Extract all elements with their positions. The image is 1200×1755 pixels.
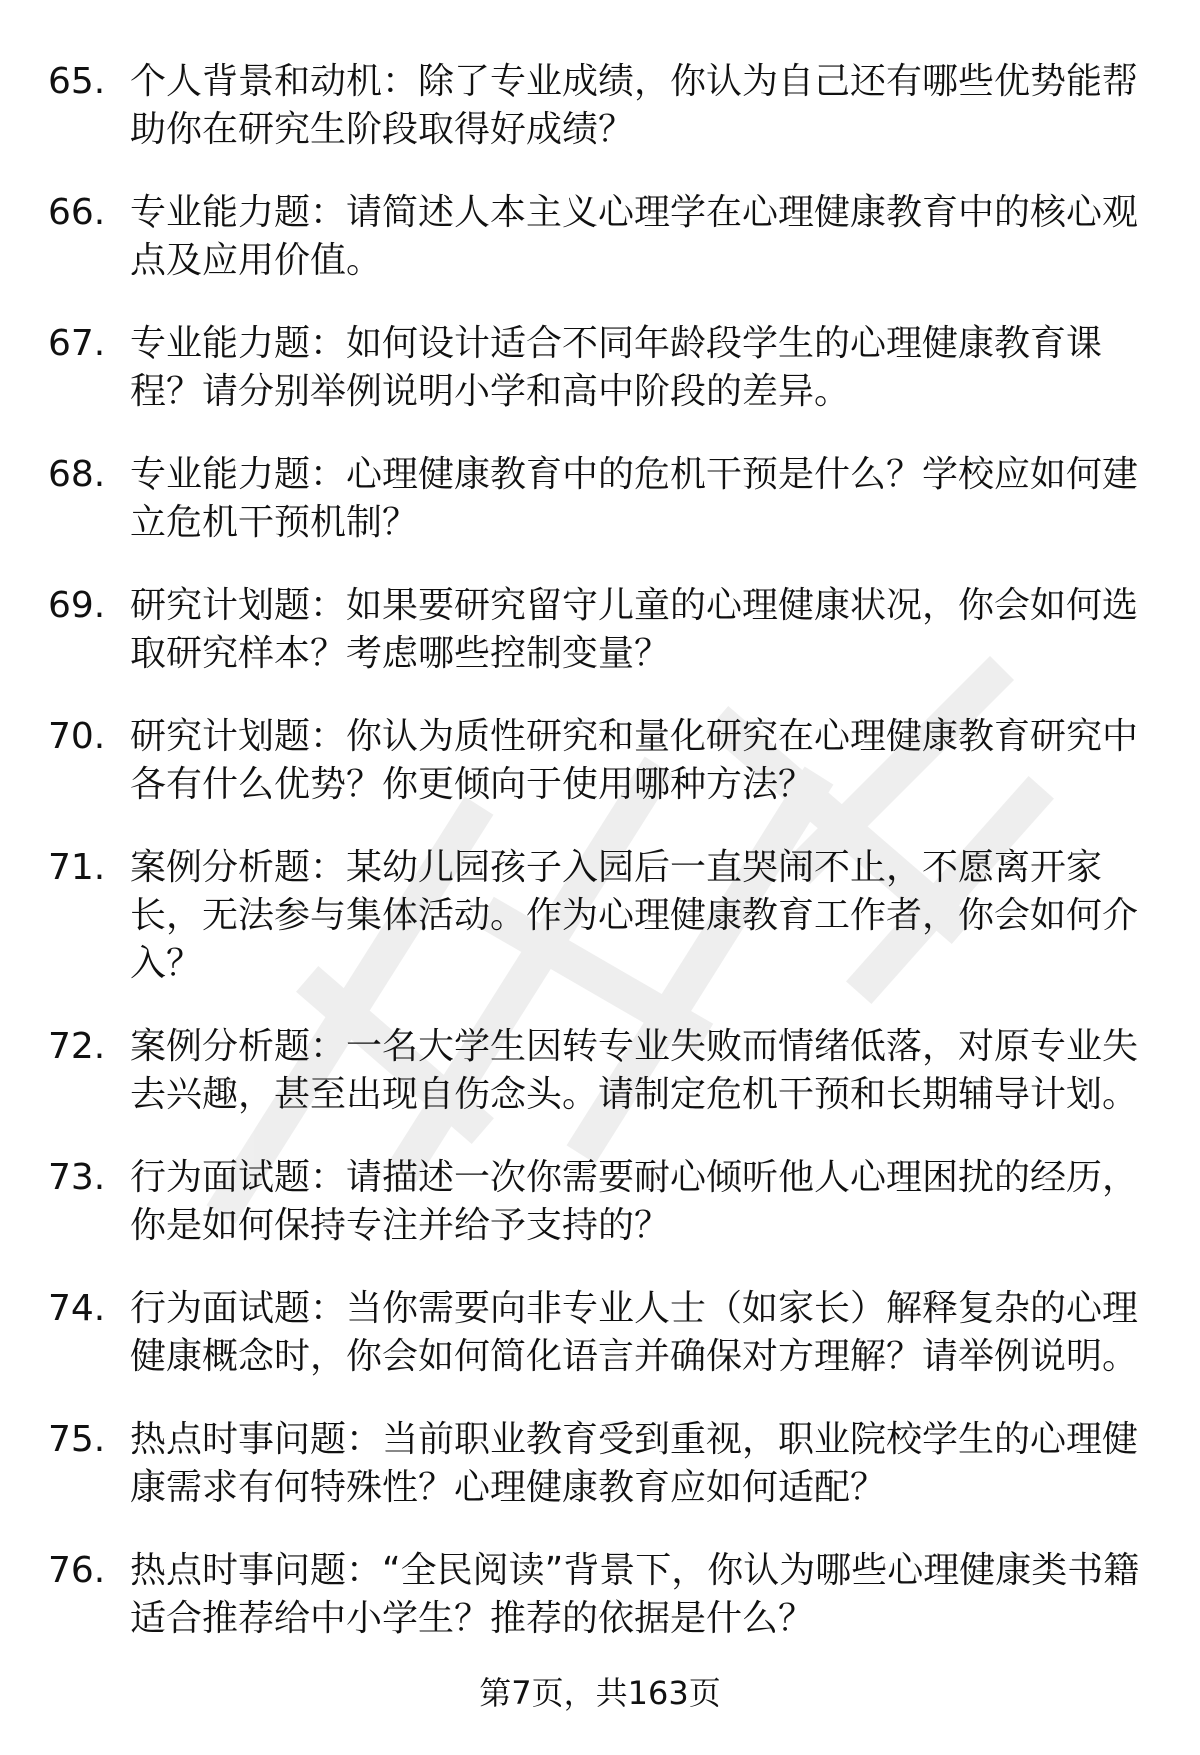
question-text: 专业能力题：心理健康教育中的危机干预是什么？学校应如何建立危机干预机制？ [130,454,1139,543]
question-number: 65. [48,61,106,102]
question-number: 71. [48,847,106,888]
question-number: 73. [48,1157,106,1198]
question-list [48,58,1158,1678]
question-item [48,451,1158,547]
question-number: 74. [48,1288,106,1329]
question-text: 专业能力题：如何设计适合不同年龄段学生的心理健康教育课程？请分别举例说明小学和高中阶段的差异。 [130,323,1103,412]
question-number: 72. [48,1026,106,1067]
question-text: 行为面试题：当你需要向非专业人士（如家长）解释复杂的心理健康概念时，你会如何简化语言并确保对方理解？请举例说明。 [130,1288,1139,1377]
question-item [48,320,1158,416]
question-item [48,844,1158,988]
question-item [48,713,1158,809]
question-item [48,1416,1158,1512]
question-number: 68. [48,454,106,495]
question-text: 研究计划题：如果要研究留守儿童的心理健康状况，你会如何选取研究样本？考虑哪些控制变量？ [130,585,1139,674]
question-text: 行为面试题：请描述一次你需要耐心倾听他人心理困扰的经历，你是如何保持专注并给予支持的？ [130,1157,1139,1246]
question-text: 研究计划题：你认为质性研究和量化研究在心理健康教育研究中各有什么优势？你更倾向于使用哪种方法？ [130,716,1139,805]
question-item [48,1285,1158,1381]
question-number: 67. [48,323,106,364]
question-number: 76. [48,1550,106,1591]
page-number-footer: 第7页，共163页 [479,1674,721,1712]
question-text: 个人背景和动机：除了专业成绩，你认为自己还有哪些优势能帮助你在研究生阶段取得好成绩？ [130,61,1139,150]
question-text: 案例分析题：某幼儿园孩子入园后一直哭闹不止，不愿离开家长，无法参与集体活动。作为心理健康教育工作者，你会如何介入？ [130,847,1139,984]
question-item [48,1023,1158,1119]
question-item [48,1154,1158,1250]
question-number: 70. [48,716,106,757]
question-item [48,58,1158,154]
question-number: 66. [48,192,106,233]
question-number: 69. [48,585,106,626]
question-number: 75. [48,1419,106,1460]
question-text: 案例分析题：一名大学生因转专业失败而情绪低落，对原专业失去兴趣，甚至出现自伤念头。请制定危机干预和长期辅导计划。 [130,1026,1139,1115]
question-text: 热点时事问题：“全民阅读”背景下，你认为哪些心理健康类书籍适合推荐给中小学生？推荐的依据是什么？ [130,1550,1140,1639]
question-item [48,582,1158,678]
question-text: 热点时事问题：当前职业教育受到重视，职业院校学生的心理健康需求有何特殊性？心理健康教育应如何适配？ [130,1419,1139,1508]
question-text: 专业能力题：请简述人本主义心理学在心理健康教育中的核心观点及应用价值。 [130,192,1139,281]
question-item [48,1547,1158,1643]
question-item [48,189,1158,285]
